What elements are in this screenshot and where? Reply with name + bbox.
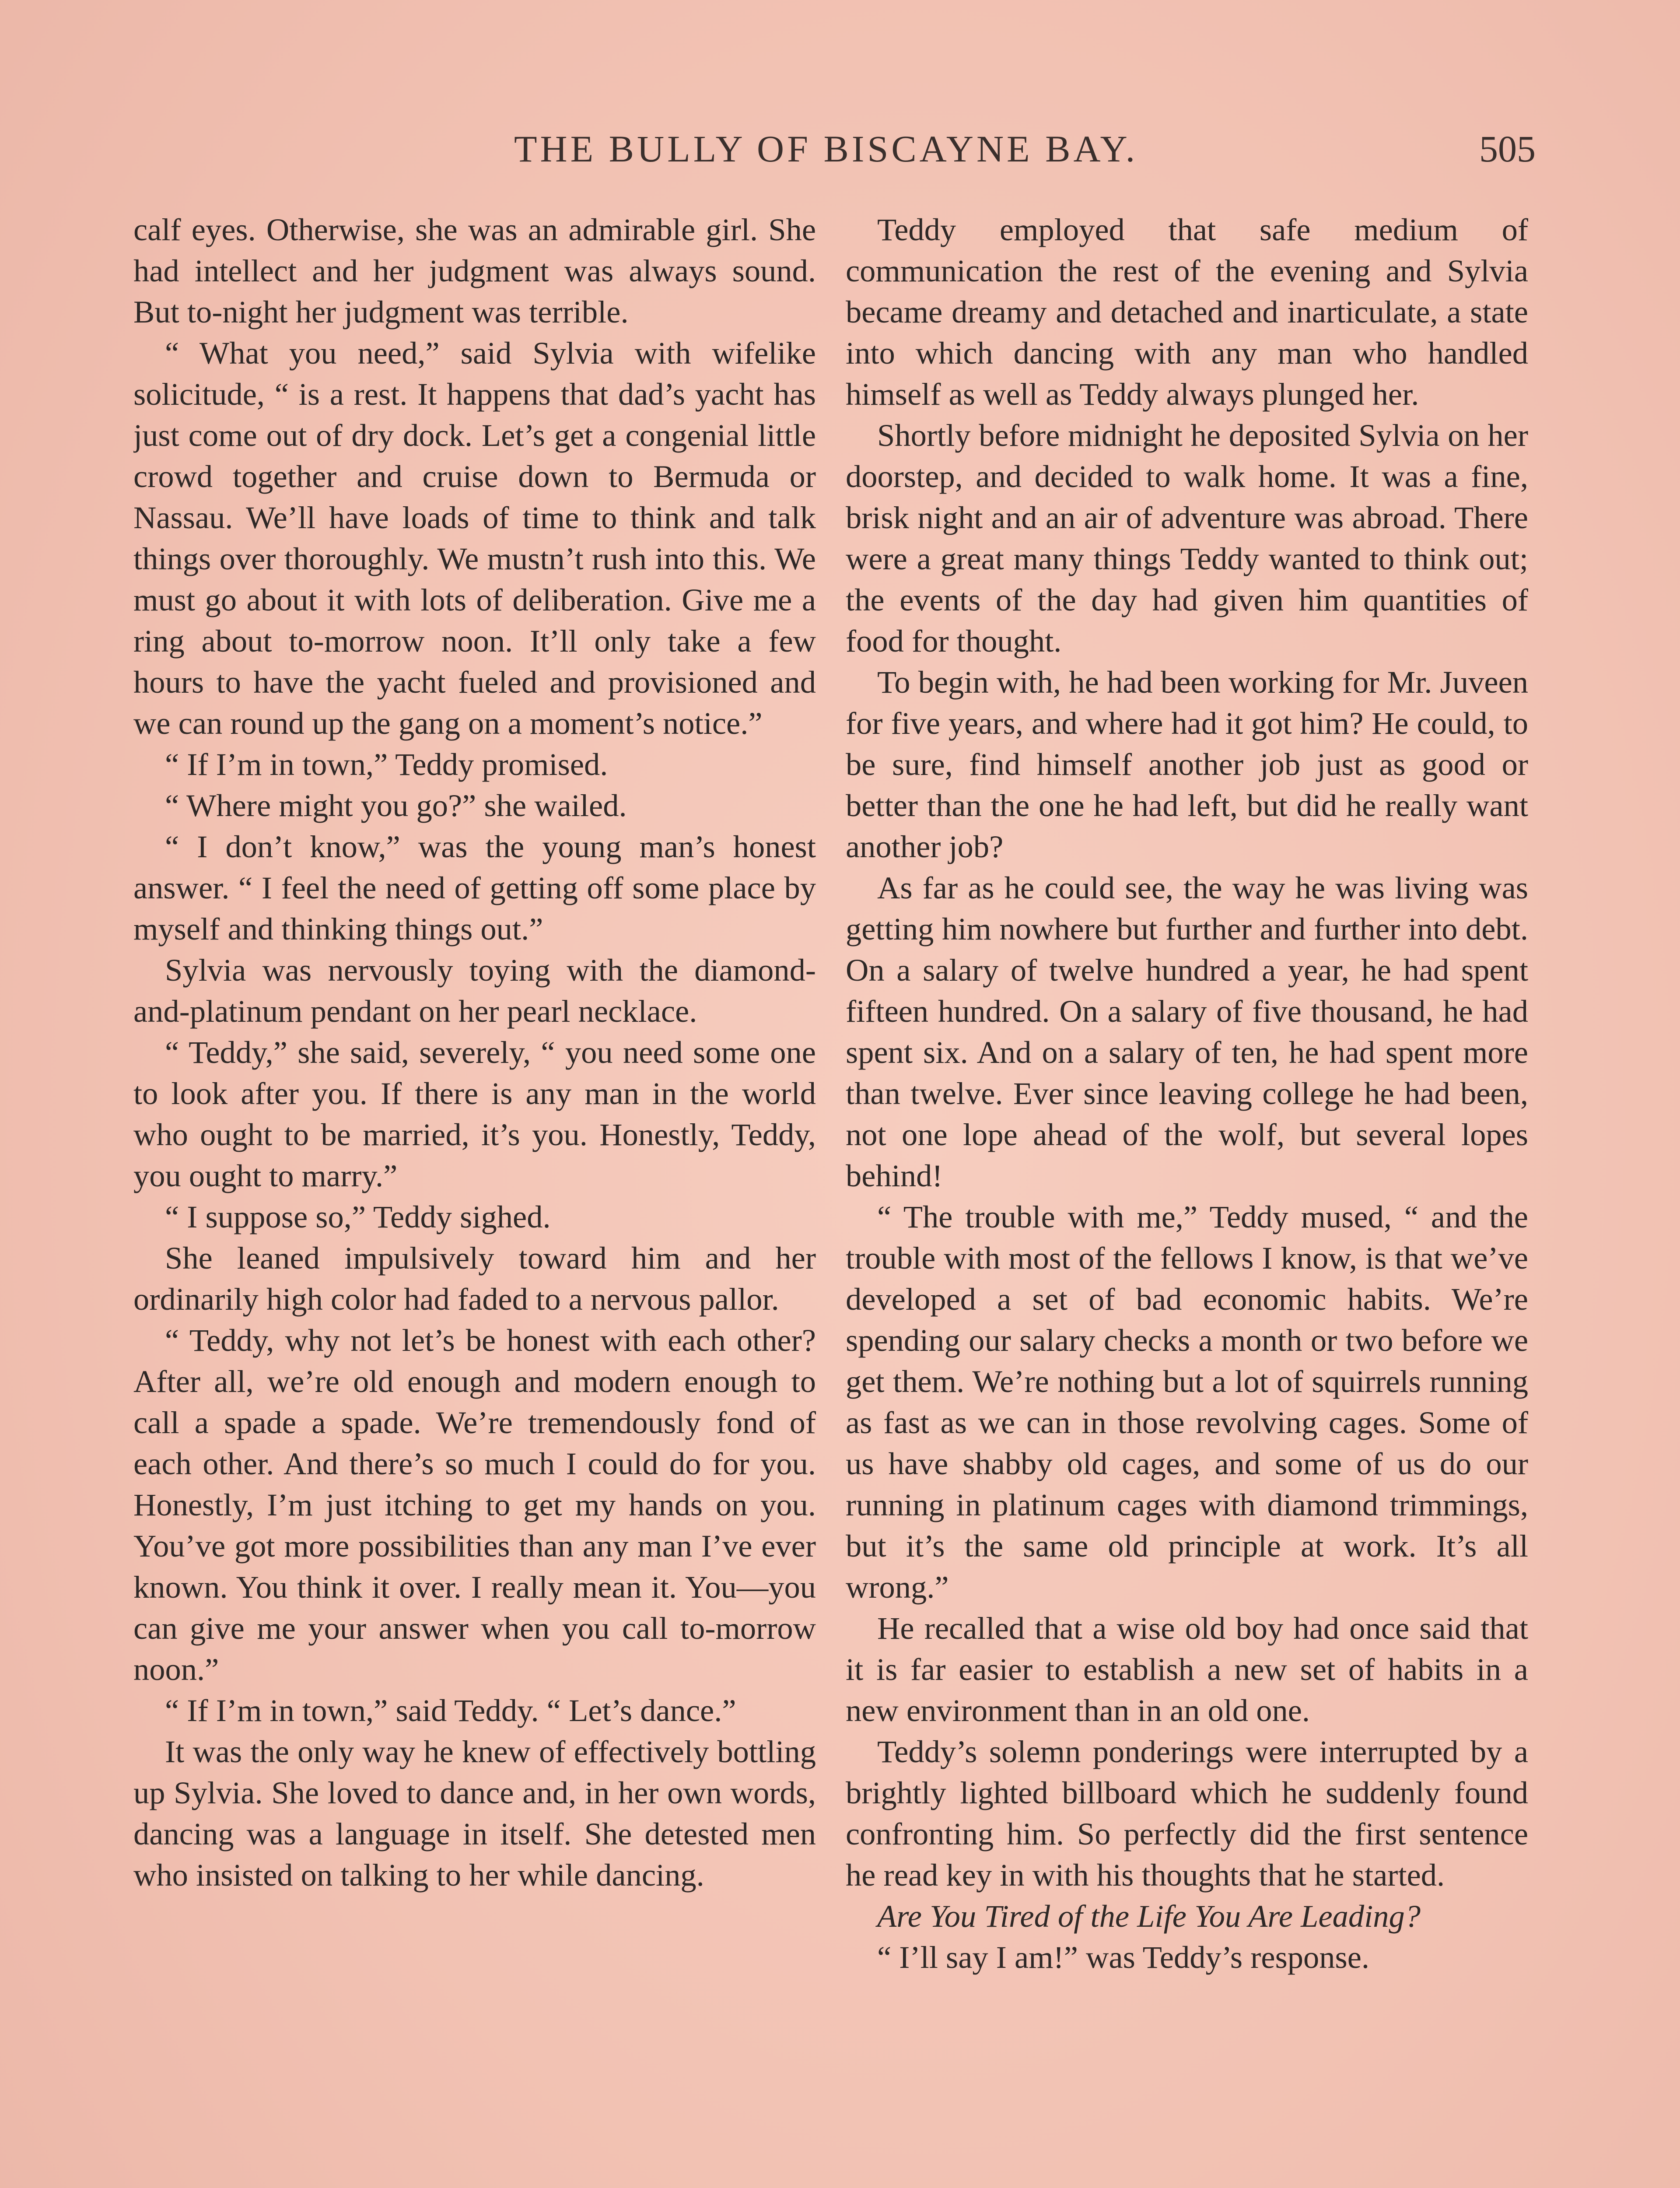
paragraph: As far as he could see, the way he was living was getting him nowhere but further and further into debt. On a salary of twelve hundred a year, he had spent fifteen hundred. On a salary of five thousand, he had spent six. And on a salary of ten, he had spent more than twelve. Ever since leaving college he had been, not one lope ahead of the wolf, but several lopes behind! (846, 870, 1528, 1193)
running-title: THE BULLY OF BISCAYNE BAY. (514, 128, 1138, 170)
paragraph: “ I suppose so,” Teddy sighed. (165, 1199, 551, 1234)
paragraph: “ Teddy, why not let’s be honest with each other? After all, we’re old enough and modern enough to call a spade a spade. We’re tremendously fond of each other. And there’s so much I could do for you. Honestly, I’m just itching to get my hands on you. You’ve got more possibilities than any man I’ve ever known. You think it over. I really mean it. You—you can give me your answer when you call to-morrow noon.” (133, 1322, 816, 1687)
right-text-column (846, 209, 1528, 2188)
paragraph: She leaned impulsively toward him and her ordinarily high color had faded to a nervous pallor. (133, 1240, 816, 1317)
paragraph: It was the only way he knew of effectively bottling up Sylvia. She loved to dance and, in her own words, dancing was a language in itself. She detested men who insisted on talking to her while dancing. (133, 1734, 816, 1893)
paragraph: “ I don’t know,” was the young man’s honest answer. “ I feel the need of getting off some place by myself and thinking things out.” (133, 829, 816, 947)
paragraph: “ I’ll say I am!” was Teddy’s response. (877, 1939, 1370, 1975)
paragraph: To begin with, he had been working for Mr. Juveen for five years, and where had it got him? He could, to be sure, find himself another job just as good or better than the one he had left, but did he really want another job? (846, 664, 1528, 864)
paragraph: Shortly before midnight he deposited Sylvia on her doorstep, and decided to walk home. It was a fine, brisk night and an air of adventure was abroad. There were a great many things Teddy wanted to think out; the events of the day had given him quantities of food for thought. (846, 417, 1528, 659)
paragraph: “ The trouble with me,” Teddy mused, “ and the trouble with most of the fellows I know, is that we’ve developed a set of bad economic habits. We’re spending our salary checks a month or two before we get them. We’re nothing but a lot of squirrels running as fast as we can in those revolving cages. Some of us have shabby old cages, and some of us do our running in platinum cages with diamond trimmings, but it’s the same old principle at work. It’s all wrong.” (846, 1199, 1528, 1605)
paragraph: Teddy’s solemn ponderings were interrupted by a brightly lighted billboard which he suddenly found confronting him. So perfectly did the first sentence he read key in with his thoughts that he started. (846, 1734, 1528, 1893)
left-text-column (133, 209, 816, 2188)
paragraph: Sylvia was nervously toying with the diamond-and-platinum pendant on her pearl necklace. (133, 952, 816, 1029)
paragraph: He recalled that a wise old boy had once said that it is far easier to establish a new set of habits in a new environment than in an old one. (846, 1610, 1528, 1728)
paragraph: Teddy employed that safe medium of communication the rest of the evening and Sylvia became dreamy and detached and inarticulate, a state into which dancing with any man who handled himself as well as Teddy always plunged her. (846, 212, 1528, 412)
billboard-text: Are You Tired of the Life You Are Leading? (877, 1898, 1421, 1934)
paragraph: “ If I’m in town,” Teddy promised. (165, 747, 608, 782)
paragraph: calf eyes. Otherwise, she was an admirable girl. She had intellect and her judgment was always sound. But to-night her judgment was terrible. (133, 212, 816, 330)
paragraph: “ If I’m in town,” said Teddy. “ Let’s dance.” (165, 1693, 736, 1728)
page-header (131, 127, 1536, 179)
page-number: 505 (1479, 128, 1536, 170)
paragraph: “ Where might you go?” she wailed. (165, 788, 627, 823)
paragraph: “ Teddy,” she said, severely, “ you need some one to look after you. If there is any man in the world who ought to be married, it’s you. Honestly, Teddy, you ought to marry.” (133, 1034, 816, 1193)
paragraph: “ What you need,” said Sylvia with wifelike solicitude, “ is a rest. It happens that dad’s yacht has just come out of dry dock. Let’s get a congenial little crowd together and cruise down to Bermuda or Nassau. We’ll have loads of time to think and talk things over thoroughly. We mustn’t rush into this. We must go about it with lots of deliberation. Give me a ring about to-morrow noon. It’ll only take a few hours to have the yacht fueled and provisioned and we can round up the gang on a moment’s notice.” (133, 335, 816, 741)
